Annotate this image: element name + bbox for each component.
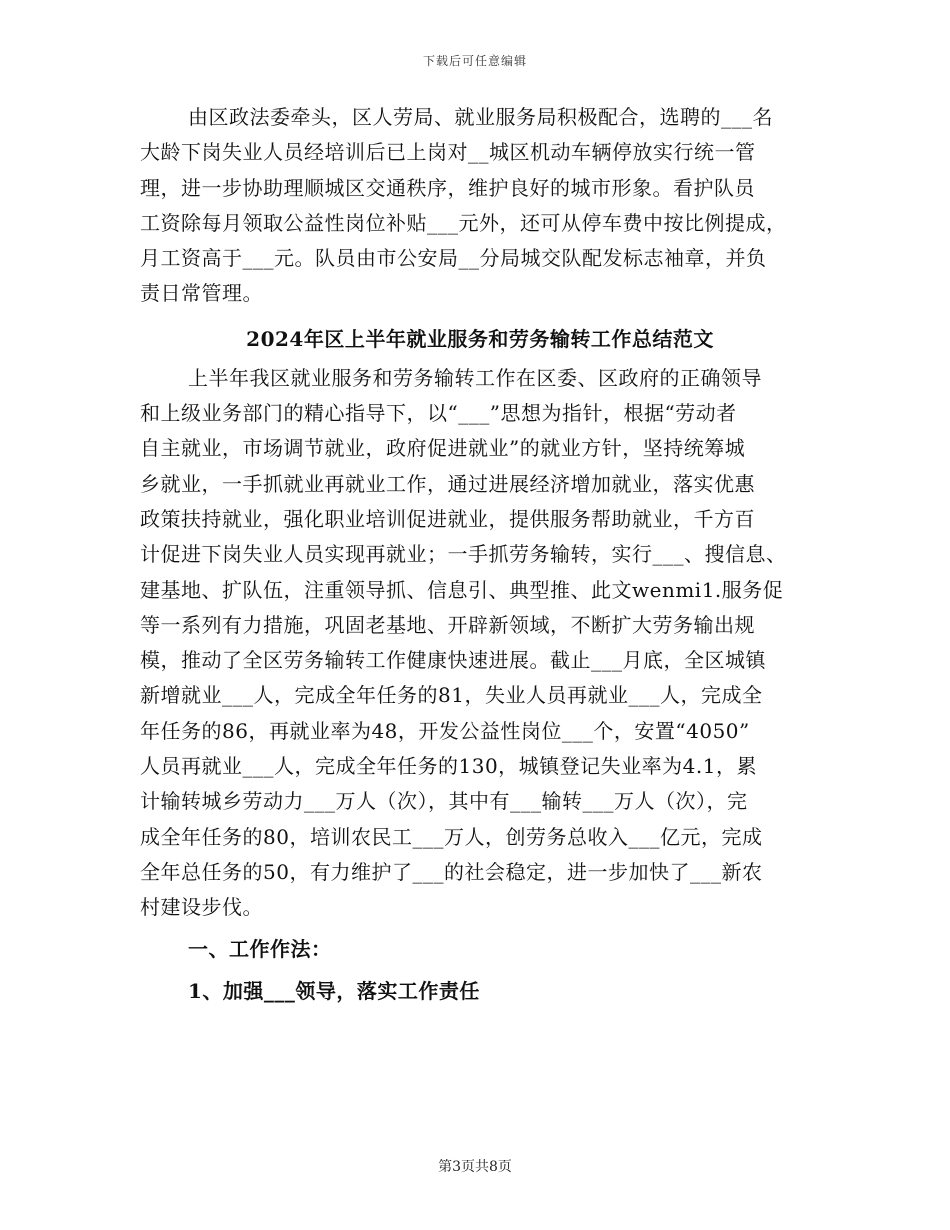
paragraph-line: 月工资高于___元。队员由市公安局__分局城交队配发标志袖章，并负: [140, 246, 767, 271]
paragraph-line: 计促进下岗失业人员实现再就业；一手抓劳务输转，实行___、搜信息、: [140, 542, 787, 567]
paragraph-line: 由区政法委牵头，区人劳局、就业服务局积极配合，选聘的___名: [188, 105, 773, 129]
section-heading-2: 1、加强___领导，落实工作责任: [188, 978, 480, 1003]
paragraph-line: 等一系列有力措施，巩固老基地、开辟新领域，不断扩大劳务输出规: [140, 612, 755, 637]
paragraph-line: 上半年我区就业服务和劳务输转工作在区委、区政府的正确领导: [188, 365, 762, 390]
paragraph-2: [140, 361, 820, 926]
paragraph-line: 政策扶持就业，强化职业培训促进就业，提供服务帮助就业，千方百: [140, 506, 755, 531]
paragraph-line: 村建设步伐。: [140, 895, 263, 920]
paragraph-line: 自主就业，市场调节就业，政府促进就业”的就业方针，坚持统筹城: [140, 436, 746, 461]
paragraph-line: 模，推动了全区劳务输转工作健康快速进展。截止___月底，全区城镇: [140, 648, 766, 673]
paragraph-line: 理，进一步协助理顺城区交通秩序，维护良好的城市形象。看护队员: [140, 175, 755, 200]
paragraph-line: 乡就业，一手抓就业再就业工作，通过进展经济增加就业，落实优惠: [140, 471, 755, 496]
paragraph-line: 人员再就业___人，完成全年任务的130，城镇登记失业率为4.1，累: [140, 754, 757, 779]
paragraph-line: 和上级业务部门的精心指导下，以“___”思想为指针，根据“劳动者: [140, 401, 737, 426]
paragraph-line: 工资除每月领取公益性岗位补贴___元外，还可从停车费中按比例提成，: [140, 210, 787, 235]
page-footer: 第3页共8页: [438, 1159, 512, 1175]
paragraph-line: 建基地、扩队伍，注重领导抓、信息引、典型推、此文wenmi1.服务促: [140, 577, 784, 602]
section-title: 2024年区上半年就业服务和劳务输转工作总结范文: [246, 326, 714, 351]
paragraph-1: [140, 100, 820, 312]
page-header: 下载后可任意编辑: [422, 54, 527, 68]
paragraph-line: 大龄下岗失业人员经培训后已上岗对__城区机动车辆停放实行统一管: [140, 140, 756, 165]
paragraph-line: 年任务的86，再就业率为48，开发公益性岗位___个，安置“4050”: [140, 718, 750, 743]
paragraph-line: 成全年任务的80，培训农民工___万人，创劳务总收入___亿元，完成: [140, 824, 763, 849]
document-body: [140, 100, 820, 1010]
paragraph-line: 责日常管理。: [140, 281, 263, 306]
paragraph-line: 新增就业___人，完成全年任务的81，失业人员再就业___人，完成全: [140, 683, 763, 708]
section-heading-1: 一、工作作法：: [188, 936, 332, 961]
paragraph-line: 计输转城乡劳动力___万人（次），其中有___输转___万人（次），完: [140, 789, 748, 814]
paragraph-line: 全年总任务的50，有力维护了___的社会稳定，进一步加快了___新农: [140, 859, 763, 884]
